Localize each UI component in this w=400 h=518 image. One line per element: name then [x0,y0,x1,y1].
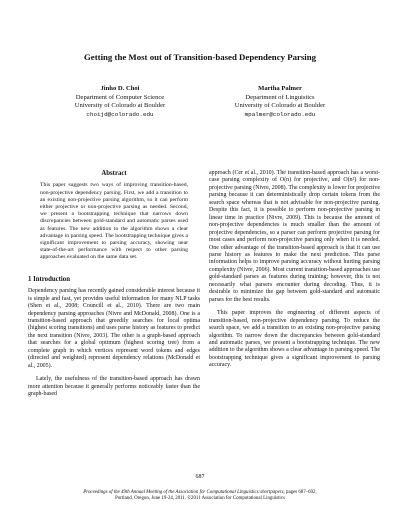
author-block-1 [45,85,195,119]
author-name: Jinho D. Choi [100,85,140,92]
paper-title: Getting the Most out of Transition-based Dependency Parsing [83,52,317,62]
author-dept: Department of Linguistics [245,93,315,101]
footer-line-2: Portland, Oregon, June 19-24, 2011. ©2011 Association for Computational Linguistics [115,496,285,502]
intro-paragraph: Lately, the usefulness of the transition-based approach has drawn more attention because it generally performs noticeably faster than the graph-based [28,376,200,398]
author-email[interactable]: mpalmer@colorado.edu [244,110,316,118]
body-paragraph: approach (Cer et al., 2010). The transition-based approach has a worst-case parsing complexity of O(n) for projective, and O(n²) for non-projective parsing (Nivre, 2008). The complexity is lower for projective parsing because it can deterministically drop certain tokens from the search space whereas that is not advisable for non-projective parsing. Despite this fact, it is possible to perform non-projective parsing in linear time in practice (Nivre, 2009). This is because the amount of non-projective dependencies is much smaller than the amount of projective dependencies, so a parser can perform projective parsing for most cases and perform non-projective parsing only when it is needed. One other advantage of the transition-based approach is that it can use parse history as features to make the next prediction. This parse information helps to improve parsing accuracy without hurting parsing complexity (Nivre, 2006). Most current transition-based approaches use gold-standard parses as features during training; however, this is not necessarily what parsers encounter during decoding. Thus, it is desirable to minimize the gap between gold-standard and automatic parses for the best results. [209,170,380,303]
section-heading-introduction: 1 Introduction [28,275,70,283]
proceedings-pages: , pages 687–692, [283,490,317,495]
left-column [28,170,200,398]
author-univ: University of Colorado at Boulder [234,102,326,110]
body-paragraph: This paper improves the engineering of different aspects of transition-based, non-projective dependency parsing. To reduce the search space, we add a transition to an existing non-projective parsing algorithm. To narrow down the discrepancies between gold-standard and automatic parses, we present a bootstrapping technique. The new addition to the algorithm shows a clear advantage in parsing speed. The bootstrapping technique gives a significant improvement to parsing accuracy. [209,310,380,369]
author-block-2 [205,85,355,119]
author-email[interactable]: choijd@colorado.edu [86,110,154,118]
right-column [209,170,380,370]
page-number: 687 [195,474,205,480]
intro-paragraph: Dependency parsing has recently gained considerable interest because it is simple and fast, yet provides useful information for many NLP tasks (Shen et al., 2008; Councill et al., 2010). There are two main dependency parsing approaches (Nivre and McDonald, 2008). One is a transition-based approach that greedily searches for local optima (highest scoring transitions) and uses parse history as features to predict the next transition (Nivre, 2003). The other is a graph-based approach that searches for a global optimum (highest scoring tree) from a complete graph in which vertices represent word tokens and edges (directed and weighted) represent dependency relations (McDonald et al., 2005). [28,288,200,369]
author-univ: University of Colorado at Boulder [74,102,166,110]
abstract-text: This paper suggests two ways of improving transition-based, non-projective dependency parsing. First, we add a transition to an existing non-projective parsing algorithm, so it can perform either projective or non-projective parsing as needed. Second, we present a bootstrapping technique that narrows down discrepancies between gold-standard and automatic parses used as features. The new addition to the algorithm shows a clear advantage in parsing speed. The bootstrapping technique gives a significant improvement to parsing accuracy, showing near state-of-the-art performance with respect to other parsing approaches evaluated on the same data set. [40,182,188,261]
abstract-heading: Abstract [101,170,127,177]
proceedings-name: Proceedings of the 49th Annual Meeting of the Association for Computational Linguistics:shortpapers [83,490,284,495]
author-dept: Department of Computer Science [75,93,165,101]
author-name: Martha Palmer [258,85,302,92]
proceedings-footer [0,490,400,503]
